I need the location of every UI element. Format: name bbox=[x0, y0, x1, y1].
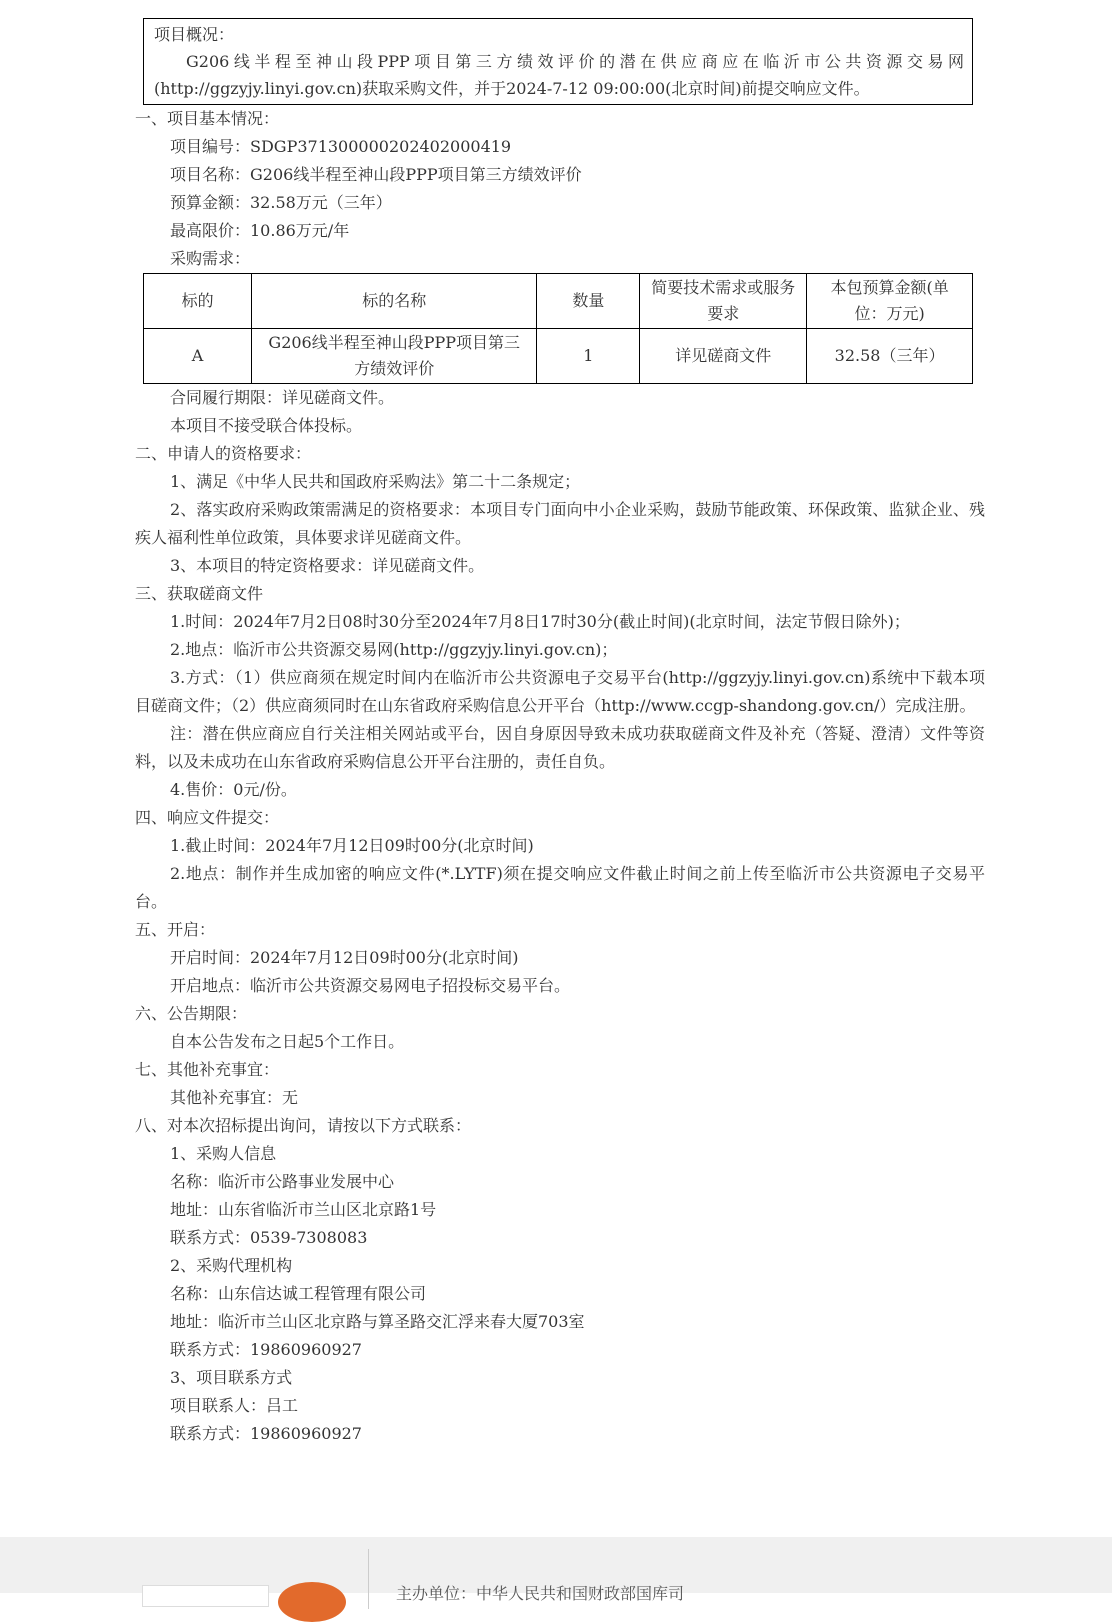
purchaser-title: 1、采购人信息 bbox=[170, 1144, 277, 1163]
table-cell: 详见磋商文件 bbox=[640, 329, 807, 384]
table-row bbox=[144, 329, 973, 384]
obtain-note: 注：潜在供应商应自行关注相关网站或平台，因自身原因导致未成功获取磋商文件及补充（答疑、澄清）文件等资料，以及未成功在山东省政府采购信息公开平台注册的，责任自负。 bbox=[135, 724, 985, 771]
footer-divider bbox=[368, 1549, 369, 1609]
table-header-cell: 标的 bbox=[144, 274, 252, 329]
footer-logo bbox=[142, 1585, 269, 1607]
table-header-cell: 标的名称 bbox=[252, 274, 537, 329]
other-matters: 其他补充事宜：无 bbox=[170, 1088, 299, 1107]
section-5-heading: 五、开启： bbox=[135, 920, 216, 939]
document-price: 4.售价：0元/份。 bbox=[170, 780, 297, 799]
qualification-item-1: 1、满足《中华人民共和国政府采购法》第二十二条规定； bbox=[170, 472, 581, 491]
consortium-note: 本项目不接受联合体投标。 bbox=[170, 416, 363, 435]
table-header-cell: 本包预算金额(单位：万元) bbox=[807, 274, 973, 329]
agency-title: 2、采购代理机构 bbox=[170, 1256, 293, 1275]
notice-period: 自本公告发布之日起5个工作日。 bbox=[170, 1032, 405, 1051]
purchaser-address: 地址：山东省临沂市兰山区北京路1号 bbox=[170, 1200, 437, 1219]
table-header-row bbox=[144, 274, 973, 329]
qualification-item-2: 2、落实政府采购政策需满足的资格要求：本项目专门面向中小企业采购，鼓励节能政策、环保政策、监狱企业、残疾人福利性单位政策，具体要求详见磋商文件。 bbox=[135, 500, 985, 547]
section-1-heading: 一、项目基本情况： bbox=[135, 109, 280, 128]
table-header-cell: 简要技术需求或服务要求 bbox=[640, 274, 807, 329]
table-cell: A bbox=[144, 329, 252, 384]
opening-time: 开启时间：2024年7月12日09时00分(北京时间) bbox=[170, 948, 519, 967]
obtain-time: 1.时间：2024年7月2日08时30分至2024年7月8日17时30分(截止时间)(北京时间，法定节假日除外)； bbox=[170, 612, 910, 631]
table-header-cell: 数量 bbox=[537, 274, 640, 329]
agency-name: 名称：山东信达诚工程管理有限公司 bbox=[170, 1284, 427, 1303]
section-3-heading: 三、获取磋商文件 bbox=[135, 584, 264, 603]
project-number: 项目编号：SDGP371300000202402000419 bbox=[170, 137, 512, 156]
obtain-place: 2.地点：临沂市公共资源交易网(http://ggzyjy.linyi.gov.cn)； bbox=[170, 640, 618, 659]
requirements-label: 采购需求： bbox=[170, 249, 251, 268]
section-6-heading: 六、公告期限： bbox=[135, 1004, 248, 1023]
national-emblem-icon bbox=[278, 1582, 346, 1622]
overview-box bbox=[143, 18, 973, 105]
section-4-heading: 四、响应文件提交： bbox=[135, 808, 280, 827]
section-8-heading: 八、对本次招标提出询问，请按以下方式联系： bbox=[135, 1116, 472, 1135]
contact-title: 3、项目联系方式 bbox=[170, 1368, 293, 1387]
project-name: 项目名称：G206线半程至神山段PPP项目第三方绩效评价 bbox=[170, 165, 582, 184]
announcement-document bbox=[135, 18, 985, 1448]
purchaser-phone: 联系方式：0539-7308083 bbox=[170, 1228, 368, 1247]
qualification-item-3: 3、本项目的特定资格要求：详见磋商文件。 bbox=[170, 556, 485, 575]
table-cell: 1 bbox=[537, 329, 640, 384]
requirements-table bbox=[143, 273, 973, 384]
max-price: 最高限价：10.86万元/年 bbox=[170, 221, 350, 240]
obtain-method: 3.方式：（1）供应商须在规定时间内在临沂市公共资源电子交易平台(http://ggzyjy.linyi.gov.cn)系统中下载本项目磋商文件；（2）供应商须同时在山东省政府采购信息公开平台（http://www.ccgp-shandong.gov.cn/）完成注册。 bbox=[135, 668, 985, 715]
budget-amount: 预算金额：32.58万元（三年） bbox=[170, 193, 392, 212]
submit-deadline: 1.截止时间：2024年7月12日09时00分(北京时间) bbox=[170, 836, 534, 855]
agency-phone: 联系方式：19860960927 bbox=[170, 1340, 362, 1359]
overview-title: 项目概况： bbox=[154, 25, 235, 44]
submit-place: 2.地点：制作并生成加密的响应文件(*.LYTF)须在提交响应文件截止时间之前上传至临沂市公共资源电子交易平台。 bbox=[135, 864, 985, 911]
contact-phone: 联系方式：19860960927 bbox=[170, 1424, 362, 1443]
table-cell: G206线半程至神山段PPP项目第三方绩效评价 bbox=[252, 329, 537, 384]
section-2-heading: 二、申请人的资格要求： bbox=[135, 444, 312, 463]
contract-period: 合同履行期限：详见磋商文件。 bbox=[170, 388, 395, 407]
section-7-heading: 七、其他补充事宜： bbox=[135, 1060, 280, 1079]
opening-place: 开启地点：临沂市公共资源交易网电子招投标交易平台。 bbox=[170, 976, 571, 995]
footer-sponsor: 主办单位：中华人民共和国财政部国库司 bbox=[396, 1584, 685, 1603]
contact-person: 项目联系人：吕工 bbox=[170, 1396, 299, 1415]
agency-address: 地址：临沂市兰山区北京路与算圣路交汇浮来春大厦703室 bbox=[170, 1312, 585, 1331]
table-cell: 32.58（三年） bbox=[807, 329, 973, 384]
overview-text: G206线半程至神山段PPP项目第三方绩效评价的潜在供应商应在临沂市公共资源交易网(http://ggzyjy.linyi.gov.cn)获取采购文件，并于2024-7-12 09:00:00(北京时间)前提交响应文件。 bbox=[154, 52, 964, 98]
purchaser-name: 名称：临沂市公路事业发展中心 bbox=[170, 1172, 395, 1191]
site-footer bbox=[0, 1537, 1112, 1603]
